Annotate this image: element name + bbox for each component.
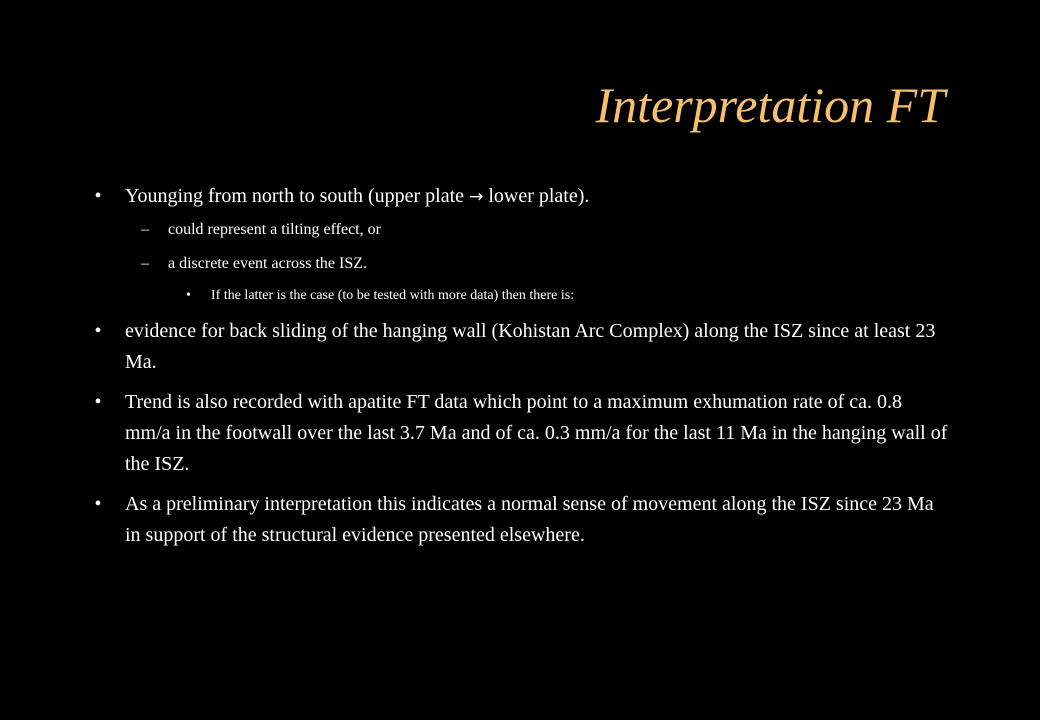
bullet-3 xyxy=(88,387,948,480)
slide-content xyxy=(88,181,948,551)
bullet-marker: • xyxy=(94,391,102,413)
bullet-2-text: evidence for back sliding of the hanging wall (Kohistan Arc Complex) along the ISZ since at least 23 Ma. xyxy=(125,320,936,373)
sub-bullet-2-text: a discrete event across the ISZ. xyxy=(168,255,368,272)
sub-sub-bullet-1-text: If the latter is the case (to be tested with more data) then there is: xyxy=(211,288,575,303)
bullet-4-text: As a preliminary interpretation this indicates a normal sense of movement along the ISZ since 23 Ma in support of the structural evidence presented elsewhere. xyxy=(125,493,934,546)
dash-marker: – xyxy=(141,221,149,238)
bullet-2 xyxy=(88,316,948,378)
bullet-marker: • xyxy=(94,493,102,515)
right-arrow-icon: → xyxy=(469,187,484,207)
sub-sub-bullet-1 xyxy=(88,286,948,306)
bullet-1-text-end: lower plate). xyxy=(483,185,590,207)
bullet-marker: • xyxy=(94,185,102,207)
bullet-4 xyxy=(88,489,948,551)
sub-bullet-1-text: could represent a tilting effect, or xyxy=(168,221,381,238)
bullet-marker: • xyxy=(94,320,102,342)
bullet-marker: • xyxy=(186,288,191,303)
sub-bullet-2 xyxy=(88,252,948,276)
bullet-1 xyxy=(88,181,948,213)
sub-bullet-1 xyxy=(88,218,948,242)
slide-title: Interpretation FT xyxy=(595,77,945,133)
bullet-3-text: Trend is also recorded with apatite FT data which point to a maximum exhumation rate of ca. 0.8 mm/a in the footwall over the last 3.7 Ma and of ca. 0.3 mm/a for the last 11 Ma in the hanging wall of the ISZ. xyxy=(125,391,948,475)
dash-marker: – xyxy=(141,255,149,272)
bullet-1-text-start: Younging from north to south (upper plate xyxy=(125,185,470,207)
